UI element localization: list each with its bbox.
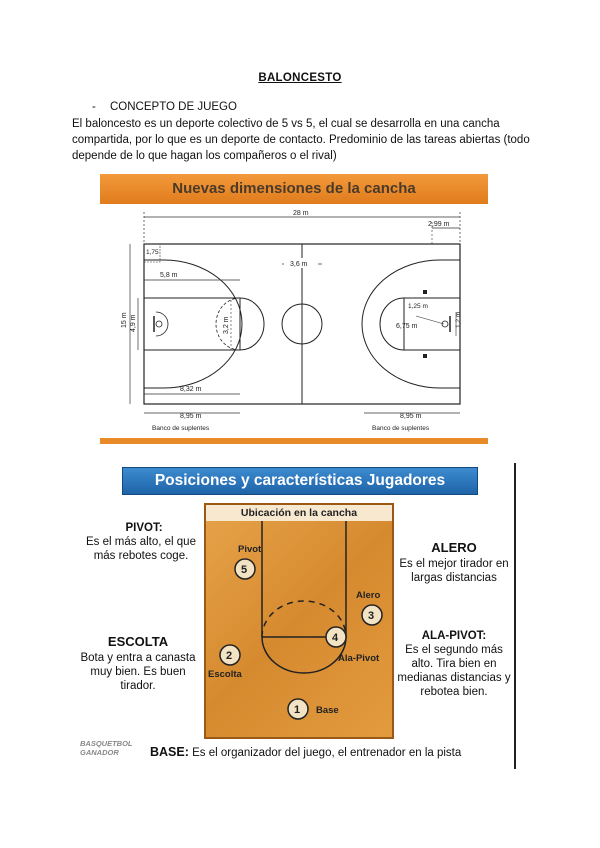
player-3-num: 3 [368, 610, 375, 622]
player-1-label: Base [316, 705, 339, 716]
dim-arc-offset: 2,99 m [428, 221, 450, 228]
dim-sub-zone-left: 8,95 m [180, 413, 202, 420]
bullet-dash: - [92, 101, 96, 113]
dim-width: 15 m [121, 312, 128, 328]
base-description [150, 745, 461, 759]
alapivot-text: Es el segundo más alto. Tira bien en medianas distancias y rebotea bien. [397, 644, 511, 698]
dim-ft-circle: 3,2 m [223, 316, 230, 334]
player-4-num: 4 [332, 632, 339, 644]
ft-arc-left [240, 298, 264, 350]
court-dimensions-figure [100, 174, 488, 444]
hoop-left [156, 321, 162, 327]
court-banner: Nuevas dimensiones de la cancha [100, 174, 488, 204]
bench-right-label: Banco de suplentes [372, 425, 430, 432]
escolta-text: Bota y entra a canasta muy bien. Es buen tirador. [80, 652, 196, 692]
alapivot-title: ALA-PIVOT: [421, 630, 487, 642]
logo: BASQUETBOL GANADOR [80, 739, 133, 757]
court-bottom-band [100, 438, 488, 444]
dim-sub-zone-right: 8,95 m [400, 413, 422, 420]
base-text: Es el organizador del juego, el entrenador en la pista [188, 747, 462, 759]
dim-backboard: 1,2 m [455, 311, 462, 328]
escolta-title: ESCOLTA [107, 634, 169, 649]
alero-text: Es el mejor tirador en largas distancias [399, 558, 509, 584]
player-2-num: 2 [226, 650, 233, 662]
bench-left-label: Banco de suplentes [152, 425, 210, 432]
player-1-num: 1 [294, 704, 301, 716]
pivot-text: Es el más alto, el que más rebotes coge. [86, 536, 196, 562]
dim-center-circle: 3,6 m [290, 261, 308, 268]
dim-hoop-radius: 1,25 m [408, 303, 428, 310]
dim-three-pt-radius: 6,75 m [396, 323, 418, 330]
document-title: BALONCESTO [258, 72, 342, 84]
player-4-label: Ala-Pivot [338, 653, 380, 664]
player-5-num: 5 [241, 564, 248, 576]
field-diagram [204, 503, 394, 739]
dim-three-pt: 8,32 m [180, 386, 202, 393]
bullet-item [92, 101, 237, 113]
dim-length: 28 m [293, 210, 309, 217]
intro-paragraph: El baloncesto es un deporte colectivo de 5 vs 5, el cual se desarrolla en una cancha compartida, por lo que es un deporte de contacto. Predominio de las tareas abiertas (todo depende de lo que hagan los compañeros o el rival) [72, 118, 530, 162]
dim-corner: 1,75 [146, 249, 159, 256]
dim-paint-length: 5,8 m [160, 272, 178, 279]
alero-title: ALERO [431, 540, 477, 555]
field-label: Ubicación en la cancha [206, 505, 392, 521]
court-diagram [100, 204, 488, 438]
positions-figure [74, 463, 516, 769]
bullet-text: CONCEPTO DE JUEGO [110, 101, 237, 113]
hoop-right [442, 321, 448, 327]
base-title: BASE: [150, 745, 189, 759]
pivot-title: PIVOT: [125, 522, 163, 534]
dim-paint-width: 4,9 m [130, 314, 137, 332]
player-2-label: Escolta [208, 669, 242, 680]
player-5-label: Pivot [238, 544, 262, 555]
positions-banner: Posiciones y características Jugadores [122, 467, 478, 495]
player-3-label: Alero [356, 590, 381, 601]
